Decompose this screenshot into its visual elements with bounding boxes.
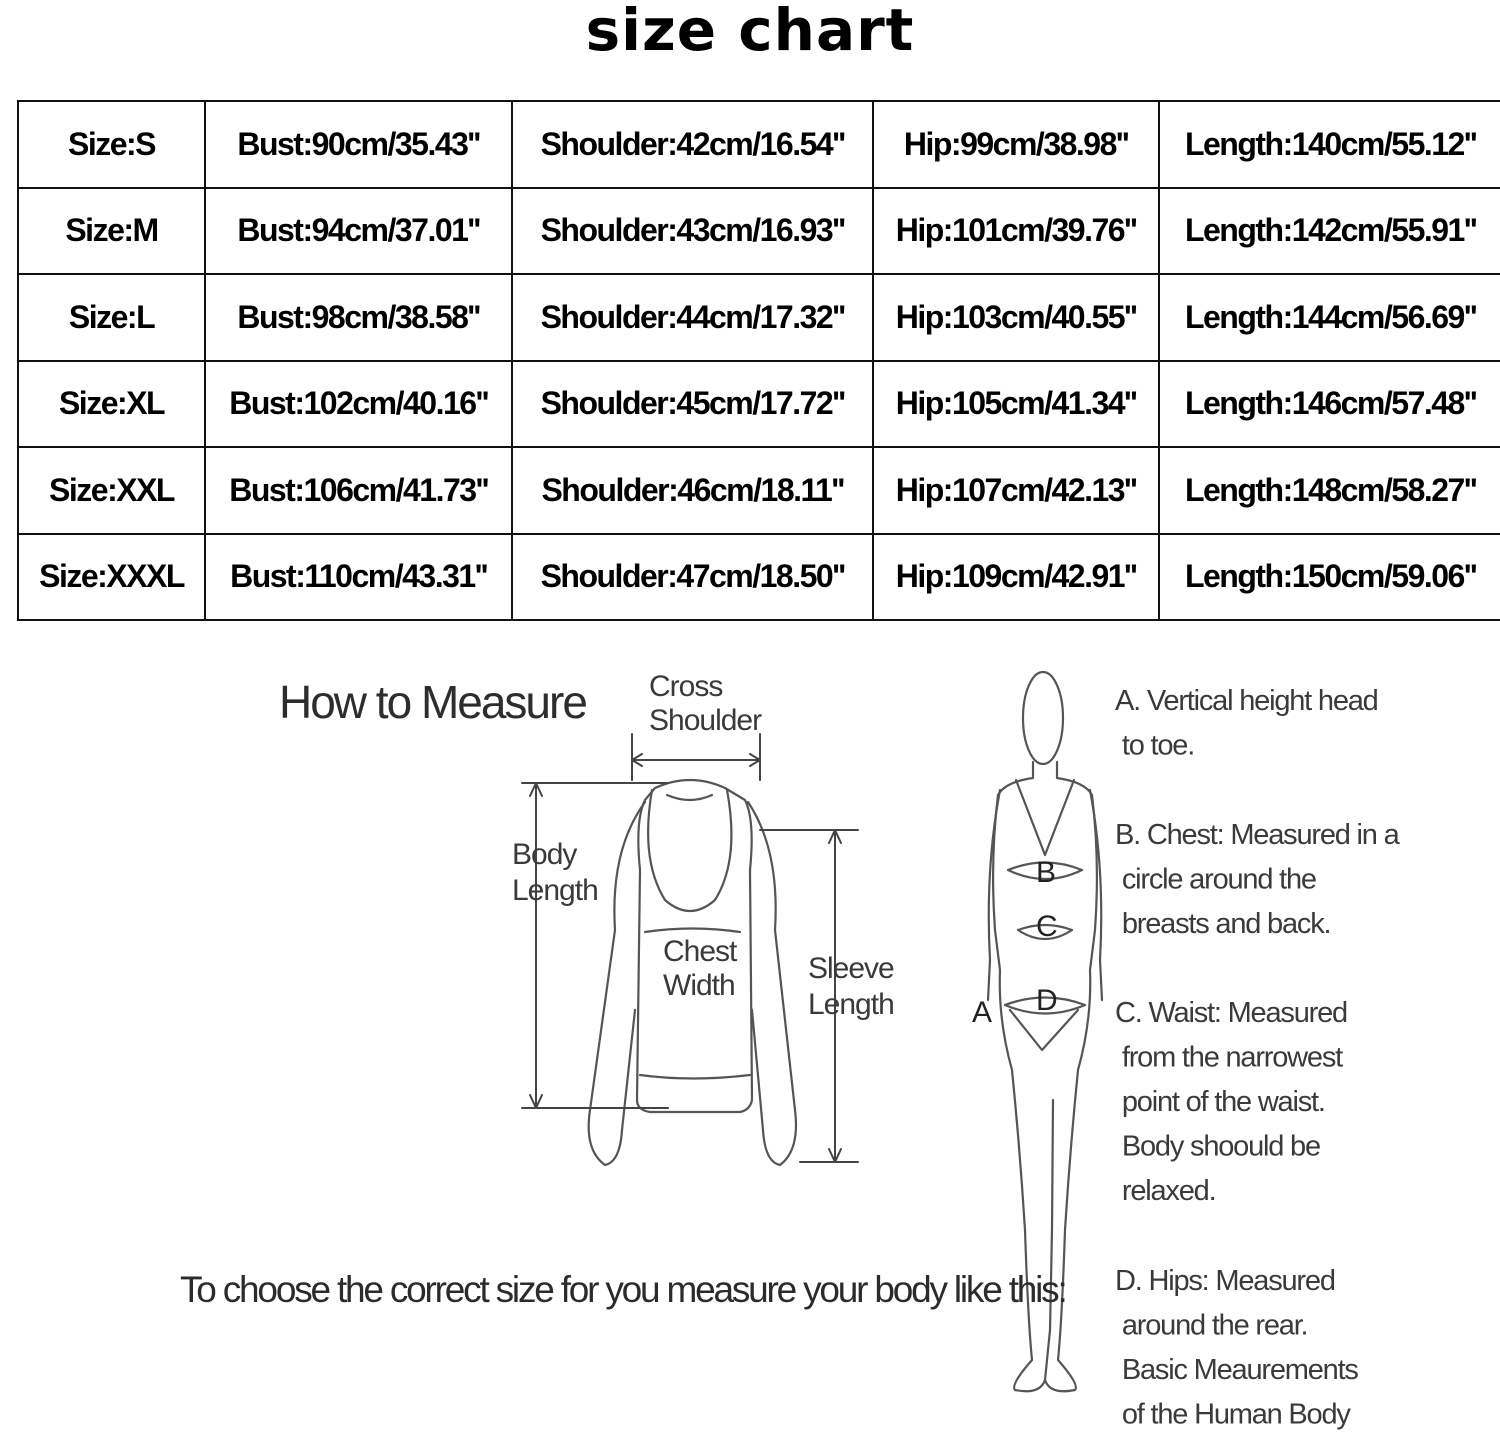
size-cell: Size:M	[18, 188, 205, 275]
how-to-measure-title: How to Measure	[279, 676, 586, 728]
body-length-label	[512, 838, 598, 907]
note-line: of the Human Body	[1115, 1398, 1350, 1431]
size-cell: Shoulder:44cm/17.32''	[512, 274, 873, 361]
note-line: C. Waist: Measured	[1115, 997, 1347, 1029]
note-line: point of the waist.	[1115, 1086, 1325, 1118]
cross-shoulder-label	[649, 670, 762, 737]
size-table-body	[18, 101, 1500, 620]
size-cell: Shoulder:47cm/18.50''	[512, 534, 873, 621]
note-line: relaxed.	[1115, 1175, 1216, 1207]
size-cell: Bust:94cm/37.01''	[205, 188, 512, 275]
note-a	[1115, 685, 1378, 762]
page-title: size chart	[585, 0, 915, 64]
chest-width-label-line: Chest	[663, 935, 737, 968]
size-cell: Length:150cm/59.06''	[1159, 534, 1500, 621]
size-row	[18, 101, 1500, 188]
size-cell: Shoulder:42cm/16.54''	[512, 101, 873, 188]
note-line: Body shoould be	[1115, 1130, 1320, 1163]
size-cell: Shoulder:45cm/17.72''	[512, 361, 873, 448]
size-row	[18, 447, 1500, 534]
size-row	[18, 188, 1500, 275]
size-cell: Size:L	[18, 274, 205, 361]
size-cell: Bust:98cm/38.58''	[205, 274, 512, 361]
cross-shoulder-label-line: Cross	[649, 670, 723, 703]
note-line: breasts and back.	[1115, 908, 1331, 940]
size-cell: Bust:106cm/41.73''	[205, 447, 512, 534]
size-cell: Shoulder:43cm/16.93''	[512, 188, 873, 275]
marker-b: B	[1036, 856, 1057, 889]
size-cell: Length:142cm/55.91''	[1159, 188, 1500, 275]
note-line: D. Hips: Measured	[1115, 1265, 1335, 1297]
marker-c: C	[1036, 910, 1058, 943]
choose-size-instruction: To choose the correct size for you measure your body like this:	[180, 1269, 1066, 1310]
size-cell: Hip:107cm/42.13''	[873, 447, 1159, 534]
size-cell: Hip:101cm/39.76''	[873, 188, 1159, 275]
size-cell: Length:140cm/55.12''	[1159, 101, 1500, 188]
measurement-diagram	[0, 630, 1500, 1449]
size-cell: Size:XXXL	[18, 534, 205, 621]
body-length-label-line: Length	[512, 874, 598, 907]
size-cell: Size:XL	[18, 361, 205, 448]
chest-width-label	[663, 935, 744, 1002]
chest-width-label-line: Width	[663, 969, 735, 1002]
size-cell: Size:XXL	[18, 447, 205, 534]
size-cell: Bust:110cm/43.31''	[205, 534, 512, 621]
size-row	[18, 534, 1500, 621]
note-line: to toe.	[1115, 729, 1195, 762]
size-row	[18, 361, 1500, 448]
note-line: around the rear.	[1115, 1309, 1308, 1342]
size-cell: Hip:109cm/42.91''	[873, 534, 1159, 621]
size-cell: Length:146cm/57.48''	[1159, 361, 1500, 448]
measurement-notes	[1115, 685, 1401, 1431]
size-row	[18, 274, 1500, 361]
size-table	[17, 100, 1500, 621]
size-cell: Shoulder:46cm/18.11''	[512, 447, 873, 534]
size-cell: Hip:105cm/41.34''	[873, 361, 1159, 448]
note-d	[1115, 1265, 1358, 1431]
note-c	[1115, 997, 1347, 1207]
size-cell: Size:S	[18, 101, 205, 188]
size-cell: Hip:99cm/38.98''	[873, 101, 1159, 188]
body-length-label-line: Body	[512, 838, 577, 871]
sleeve-length-label-line: Sleeve	[808, 952, 894, 985]
note-line: from the narrowest	[1115, 1041, 1343, 1074]
marker-a: A	[972, 996, 993, 1029]
marker-d: D	[1036, 984, 1058, 1017]
size-cell: Length:148cm/58.27''	[1159, 447, 1500, 534]
size-cell: Bust:90cm/35.43''	[205, 101, 512, 188]
sleeve-length-label-line: Length	[808, 988, 894, 1021]
note-line: circle around the	[1115, 863, 1316, 896]
note-line: Basic Meaurements	[1115, 1354, 1358, 1386]
size-cell: Hip:103cm/40.55''	[873, 274, 1159, 361]
size-cell: Bust:102cm/40.16''	[205, 361, 512, 448]
sleeve-length-label	[808, 952, 901, 1021]
cross-shoulder-label-line: Shoulder	[649, 704, 762, 737]
note-b	[1115, 819, 1401, 940]
note-line: B. Chest: Measured in a	[1115, 819, 1399, 851]
note-line: A. Vertical height head	[1115, 685, 1378, 717]
size-cell: Length:144cm/56.69''	[1159, 274, 1500, 361]
